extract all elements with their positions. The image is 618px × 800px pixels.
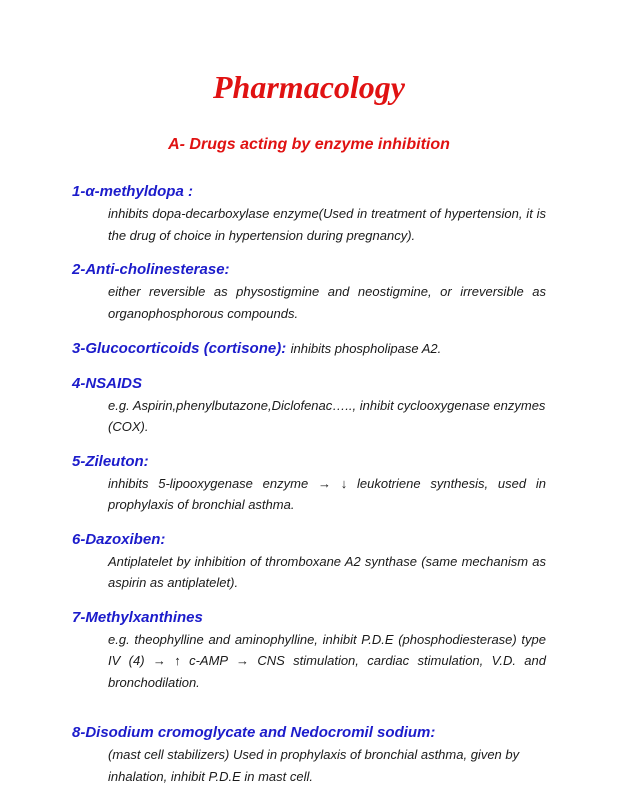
section-zileuton xyxy=(72,452,546,516)
section-nsaids xyxy=(72,374,546,438)
section-cromoglycate xyxy=(72,723,546,787)
section-body: (mast cell stabilizers) Used in prophylaxis of bronchial asthma, given by inhalation, inhibit P.D.E in mast cell. xyxy=(108,747,520,784)
section-heading: 5-Zileuton: xyxy=(72,452,149,470)
section-body: inhibits dopa-decarboxylase enzyme(Used in treatment of hypertension, it is the drug of choice in hypertension during pregnancy). xyxy=(108,206,546,243)
section-heading: 2-Anti-cholinesterase: xyxy=(72,261,230,279)
section-heading: 1-α-methyldopa : xyxy=(72,183,193,201)
section-methyldopa xyxy=(72,182,546,246)
section-body: Antiplatelet by inhibition of thromboxane A2 synthase (same mechanism as aspirin as antiplatelet). xyxy=(108,553,546,591)
section-glucocorticoids xyxy=(72,338,546,360)
section-heading: 4-NSAIDS xyxy=(72,374,143,392)
section-body: inhibits phospholipase A2. xyxy=(290,341,442,357)
section-heading: 3-Glucocorticoids (cortisone): xyxy=(72,340,287,358)
section-heading: 8-Disodium cromoglycate and Nedocromil sodium: xyxy=(72,724,436,742)
page-title: Pharmacology xyxy=(213,69,405,105)
section-methylxanthines xyxy=(72,608,546,694)
section-body: inhibits 5-lipooxygenase enzyme → ↓ leukotriene synthesis, used in prophylaxis of bronchial asthma. xyxy=(108,475,546,513)
section-body: e.g. theophylline and aminophylline, inhibit P.D.E (phosphodiesterase) type IV (4) → ↑ c-AMP → CNS stimulation, cardiac stimulation, V.D. and bronchodilation. xyxy=(108,631,546,690)
section-anticholinesterase xyxy=(72,260,546,324)
section-heading: 7-Methylxanthines xyxy=(72,608,203,626)
page-subtitle: A- Drugs acting by enzyme inhibition xyxy=(168,136,450,154)
sections-container xyxy=(72,182,546,787)
section-heading: 6-Dazoxiben: xyxy=(72,530,166,548)
section-body: e.g. Aspirin,phenylbutazone,Diclofenac….., inhibit cyclooxygenase enzymes (COX). xyxy=(108,397,546,435)
section-dazoxiben xyxy=(72,530,546,594)
section-body: either reversible as physostigmine and neostigmine, or irreversible as organophosphorous compounds. xyxy=(108,284,546,321)
